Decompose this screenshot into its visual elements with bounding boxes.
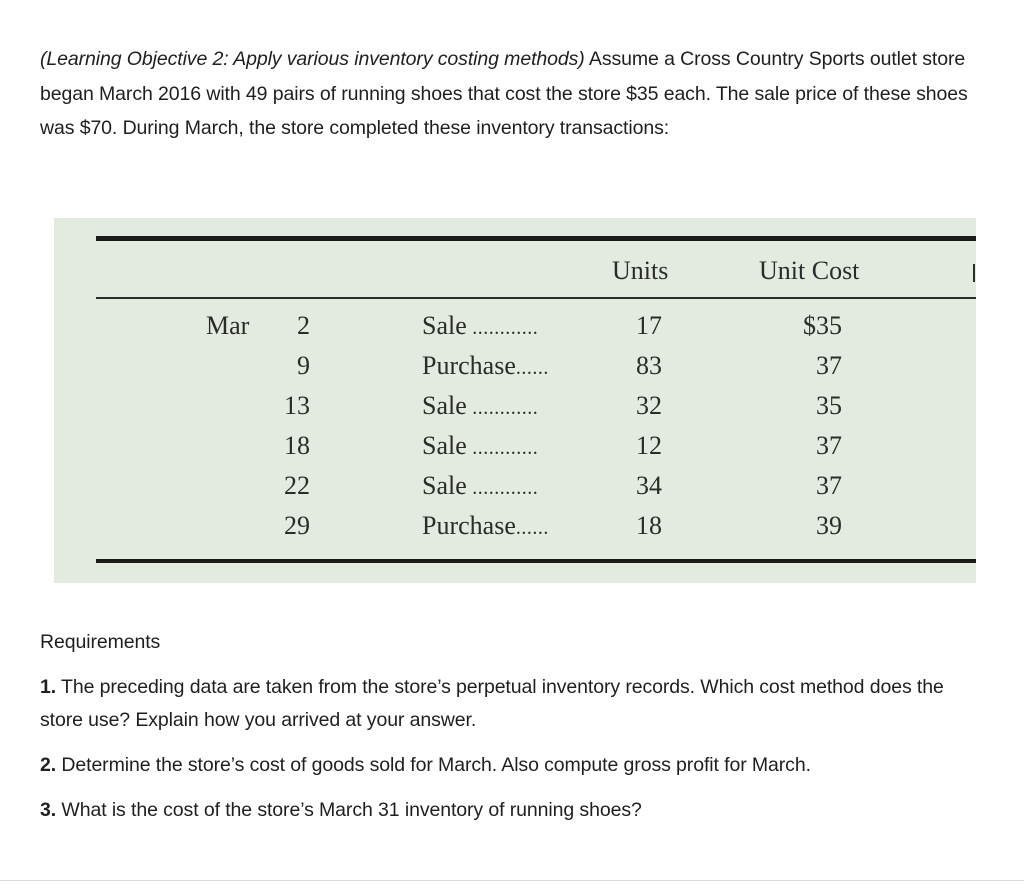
row-leader-dots: ...... <box>515 517 549 539</box>
row-leader-dots: ............ <box>466 477 539 499</box>
row-unit-cost: $35 <box>803 311 842 340</box>
table-row <box>54 391 976 431</box>
row-description <box>422 511 549 543</box>
table-row <box>54 511 976 551</box>
row-units: 34 <box>636 471 662 500</box>
row-leader-dots: ............ <box>466 397 539 419</box>
row-units: 32 <box>636 391 662 420</box>
row-unit-cost: 35 <box>816 391 842 420</box>
row-description <box>422 311 538 343</box>
row-desc-text: Purchase <box>422 511 516 540</box>
row-description <box>422 431 538 463</box>
row-day: 29 <box>284 511 310 540</box>
table-row <box>54 351 976 391</box>
header-unit-cost: Unit Cost <box>759 256 860 285</box>
table-top-rule <box>96 236 976 241</box>
requirement-item <box>40 794 990 827</box>
row-description <box>422 351 549 383</box>
row-unit-cost: 37 <box>816 431 842 460</box>
header-units: Units <box>612 256 669 285</box>
table-edge-tick <box>973 264 975 282</box>
requirement-text: Determine the store’s cost of goods sold for March. Also compute gross profit for March. <box>56 754 811 776</box>
row-day: 13 <box>284 391 310 420</box>
row-day: 22 <box>284 471 310 500</box>
row-day: 9 <box>297 351 310 380</box>
table-header-rule <box>96 297 976 299</box>
requirement-text: The preceding data are taken from the store’s perpetual inventory records. Which cost method does the store use? Explain how you arrived at your answer. <box>40 676 944 731</box>
table-row <box>54 431 976 471</box>
table-row <box>54 471 976 511</box>
row-units: 18 <box>636 511 662 540</box>
row-unit-cost: 37 <box>816 351 842 380</box>
problem-text: Assume a Cross Country Sports outlet store began March 2016 with 49 pairs of running shoes that cost the store $35 each. The sale price of these shoes was $70. During March, the store completed these inventory transactions: <box>40 48 968 139</box>
row-unit-cost: 39 <box>816 511 842 540</box>
row-desc-text: Purchase <box>422 351 516 380</box>
row-day: 18 <box>284 431 310 460</box>
row-leader-dots: ...... <box>515 357 549 379</box>
row-leader-dots: ............ <box>466 437 539 459</box>
row-desc-text: Sale <box>422 311 467 340</box>
row-month: Mar <box>206 311 250 340</box>
problem-statement <box>40 42 985 146</box>
row-unit-cost: 37 <box>816 471 842 500</box>
requirement-item <box>40 671 990 737</box>
row-units: 83 <box>636 351 662 380</box>
table-row <box>54 311 976 351</box>
row-day: 2 <box>297 311 310 340</box>
row-desc-text: Sale <box>422 471 467 500</box>
row-description <box>422 391 538 423</box>
row-desc-text: Sale <box>422 391 467 420</box>
requirement-number: 1. <box>40 676 57 698</box>
requirements-section <box>40 626 990 839</box>
row-leader-dots: ............ <box>466 317 539 339</box>
page-divider <box>0 880 1024 881</box>
requirement-number: 2. <box>40 754 57 776</box>
table-bottom-rule <box>96 559 976 563</box>
requirement-number: 3. <box>40 799 57 821</box>
row-description <box>422 471 538 503</box>
row-units: 12 <box>636 431 662 460</box>
requirement-text: What is the cost of the store’s March 31 inventory of running shoes? <box>56 799 642 821</box>
learning-objective: (Learning Objective 2: Apply various inventory costing methods) <box>40 48 585 70</box>
row-desc-text: Sale <box>422 431 467 460</box>
requirement-item <box>40 749 990 782</box>
row-units: 17 <box>636 311 662 340</box>
requirements-title: Requirements <box>40 631 161 653</box>
inventory-transactions-table <box>54 218 976 583</box>
